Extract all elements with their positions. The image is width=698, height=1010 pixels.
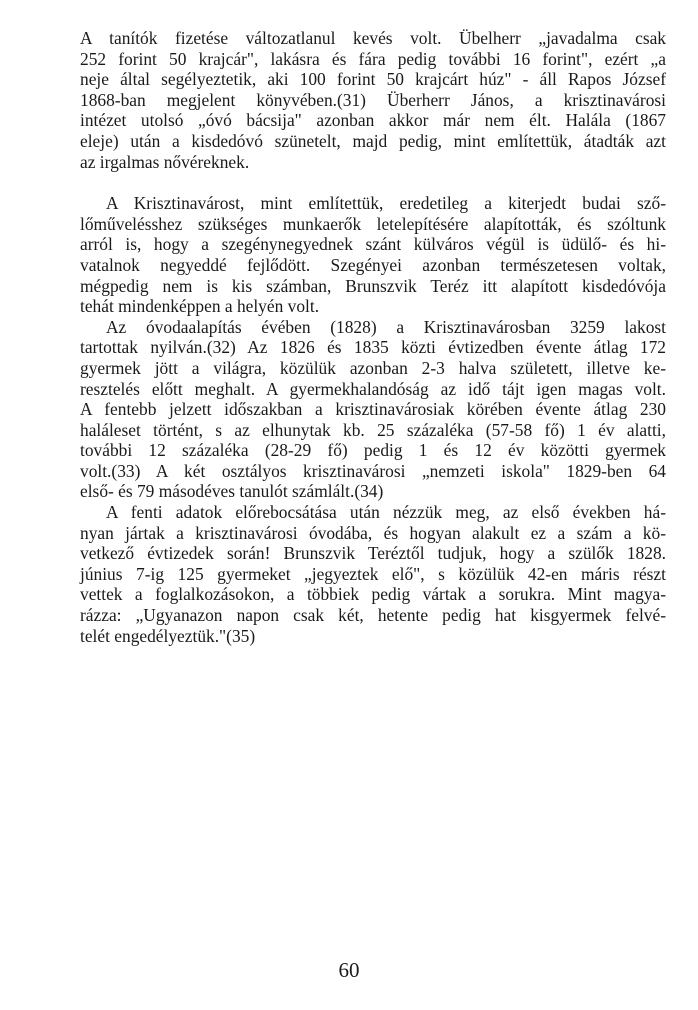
text-line: vatalnok negyeddé fejlődött. Szegényei azonban természetesen voltak, xyxy=(80,254,666,275)
text-line: A fentebb jelzett időszakban a krisztinavárosiak körében évente átlag 230 xyxy=(80,399,666,420)
text-line: első- és 79 másodéves tanulót számlált.(34) xyxy=(80,481,384,502)
paragraph-1 xyxy=(80,28,666,172)
text-line: tartottak nyilván.(32) Az 1826 és 1835 közti évtizedben évente átlag 172 xyxy=(80,337,666,358)
text-line: június 7-ig 125 gyermeket „jegyeztek elő", s közülük 42-en máris részt xyxy=(80,563,666,584)
text-line: telét engedélyeztük."(35) xyxy=(80,625,256,646)
text-line: további 12 százaléka (28-29 fő) pedig 1 és 12 év közötti gyermek xyxy=(80,440,666,461)
text-line: eleje) után a kisdedóvó szünetelt, majd pedig, mint említettük, átadták azt xyxy=(80,130,666,151)
text-line: rázza: „Ugyanazon napon csak két, hetente pedig hat kisgyermek felvé- xyxy=(80,605,666,626)
paragraph-4 xyxy=(80,502,666,646)
text-line: mégpedig nem is kis számban, Brunszvik Teréz itt alapított kisdedóvója xyxy=(80,275,666,296)
text-line: nyan jártak a krisztinavárosi óvodába, és hogyan alakult ez a szám a kö- xyxy=(80,522,666,543)
text-line: 252 forint 50 krajcár", lakásra és fára pedig további 16 forint", ezért „a xyxy=(80,48,666,69)
text-line: lőművelésshez szükséges munkaerők letelepítésére alapították, és szóltunk xyxy=(80,213,666,234)
text-line: A Krisztinavárost, mint említettük, eredetileg a kiterjedt budai sző- xyxy=(106,193,666,214)
text-line: intézet utolsó „óvó bácsija" azonban akkor már nem élt. Halála (1867 xyxy=(80,110,666,131)
text-line: A fenti adatok előrebocsátása után nézzük meg, az első években há- xyxy=(106,502,666,523)
text-line: vettek a foglalkozásokon, a többiek pedig vártak a sorukra. Mint magya- xyxy=(80,584,666,605)
text-line: gyermek jött a világra, közülük azonban 2-3 halva született, illetve ke- xyxy=(80,357,666,378)
text-line: haláleset történt, s az elhunytak kb. 25 százaléka (57-58 fő) 1 év alatti, xyxy=(80,419,666,440)
text-line: arról is, hogy a szegénynegyednek szánt külváros végül is üdülő- és hi- xyxy=(80,234,666,255)
paragraph-gap xyxy=(80,172,666,193)
text-line: vetkező évtizedek során! Brunszvik Teréztől tudjuk, hogy a szülők 1828. xyxy=(80,543,666,564)
paragraph-2 xyxy=(80,193,666,317)
text-line: tehát mindenképpen a helyén volt. xyxy=(80,296,320,317)
text-line: A tanítók fizetése változatlanul kevés volt. Übelherr „javadalma csak xyxy=(80,28,666,48)
paragraph-3 xyxy=(80,317,666,502)
page-number: 60 xyxy=(338,958,360,982)
text-line: resztelés előtt meghalt. A gyermekhalandóság az idő tájt igen magas volt. xyxy=(80,378,666,399)
text-line: Az óvodaalapítás évében (1828) a Krisztinavárosban 3259 lakost xyxy=(106,316,666,337)
page-body xyxy=(80,28,666,646)
text-line: 1868-ban megjelent könyvében.(31) Überherr János, a krisztinavárosi xyxy=(80,89,666,110)
text-line: volt.(33) A két osztályos krisztinavárosi „nemzeti iskola" 1829-ben 64 xyxy=(80,460,666,481)
text-line: neje által segélyeztetik, aki 100 forint 50 krajcárt húz" - áll Rapos József xyxy=(80,69,666,90)
text-line: az irgalmas nővéreknek. xyxy=(80,151,250,172)
